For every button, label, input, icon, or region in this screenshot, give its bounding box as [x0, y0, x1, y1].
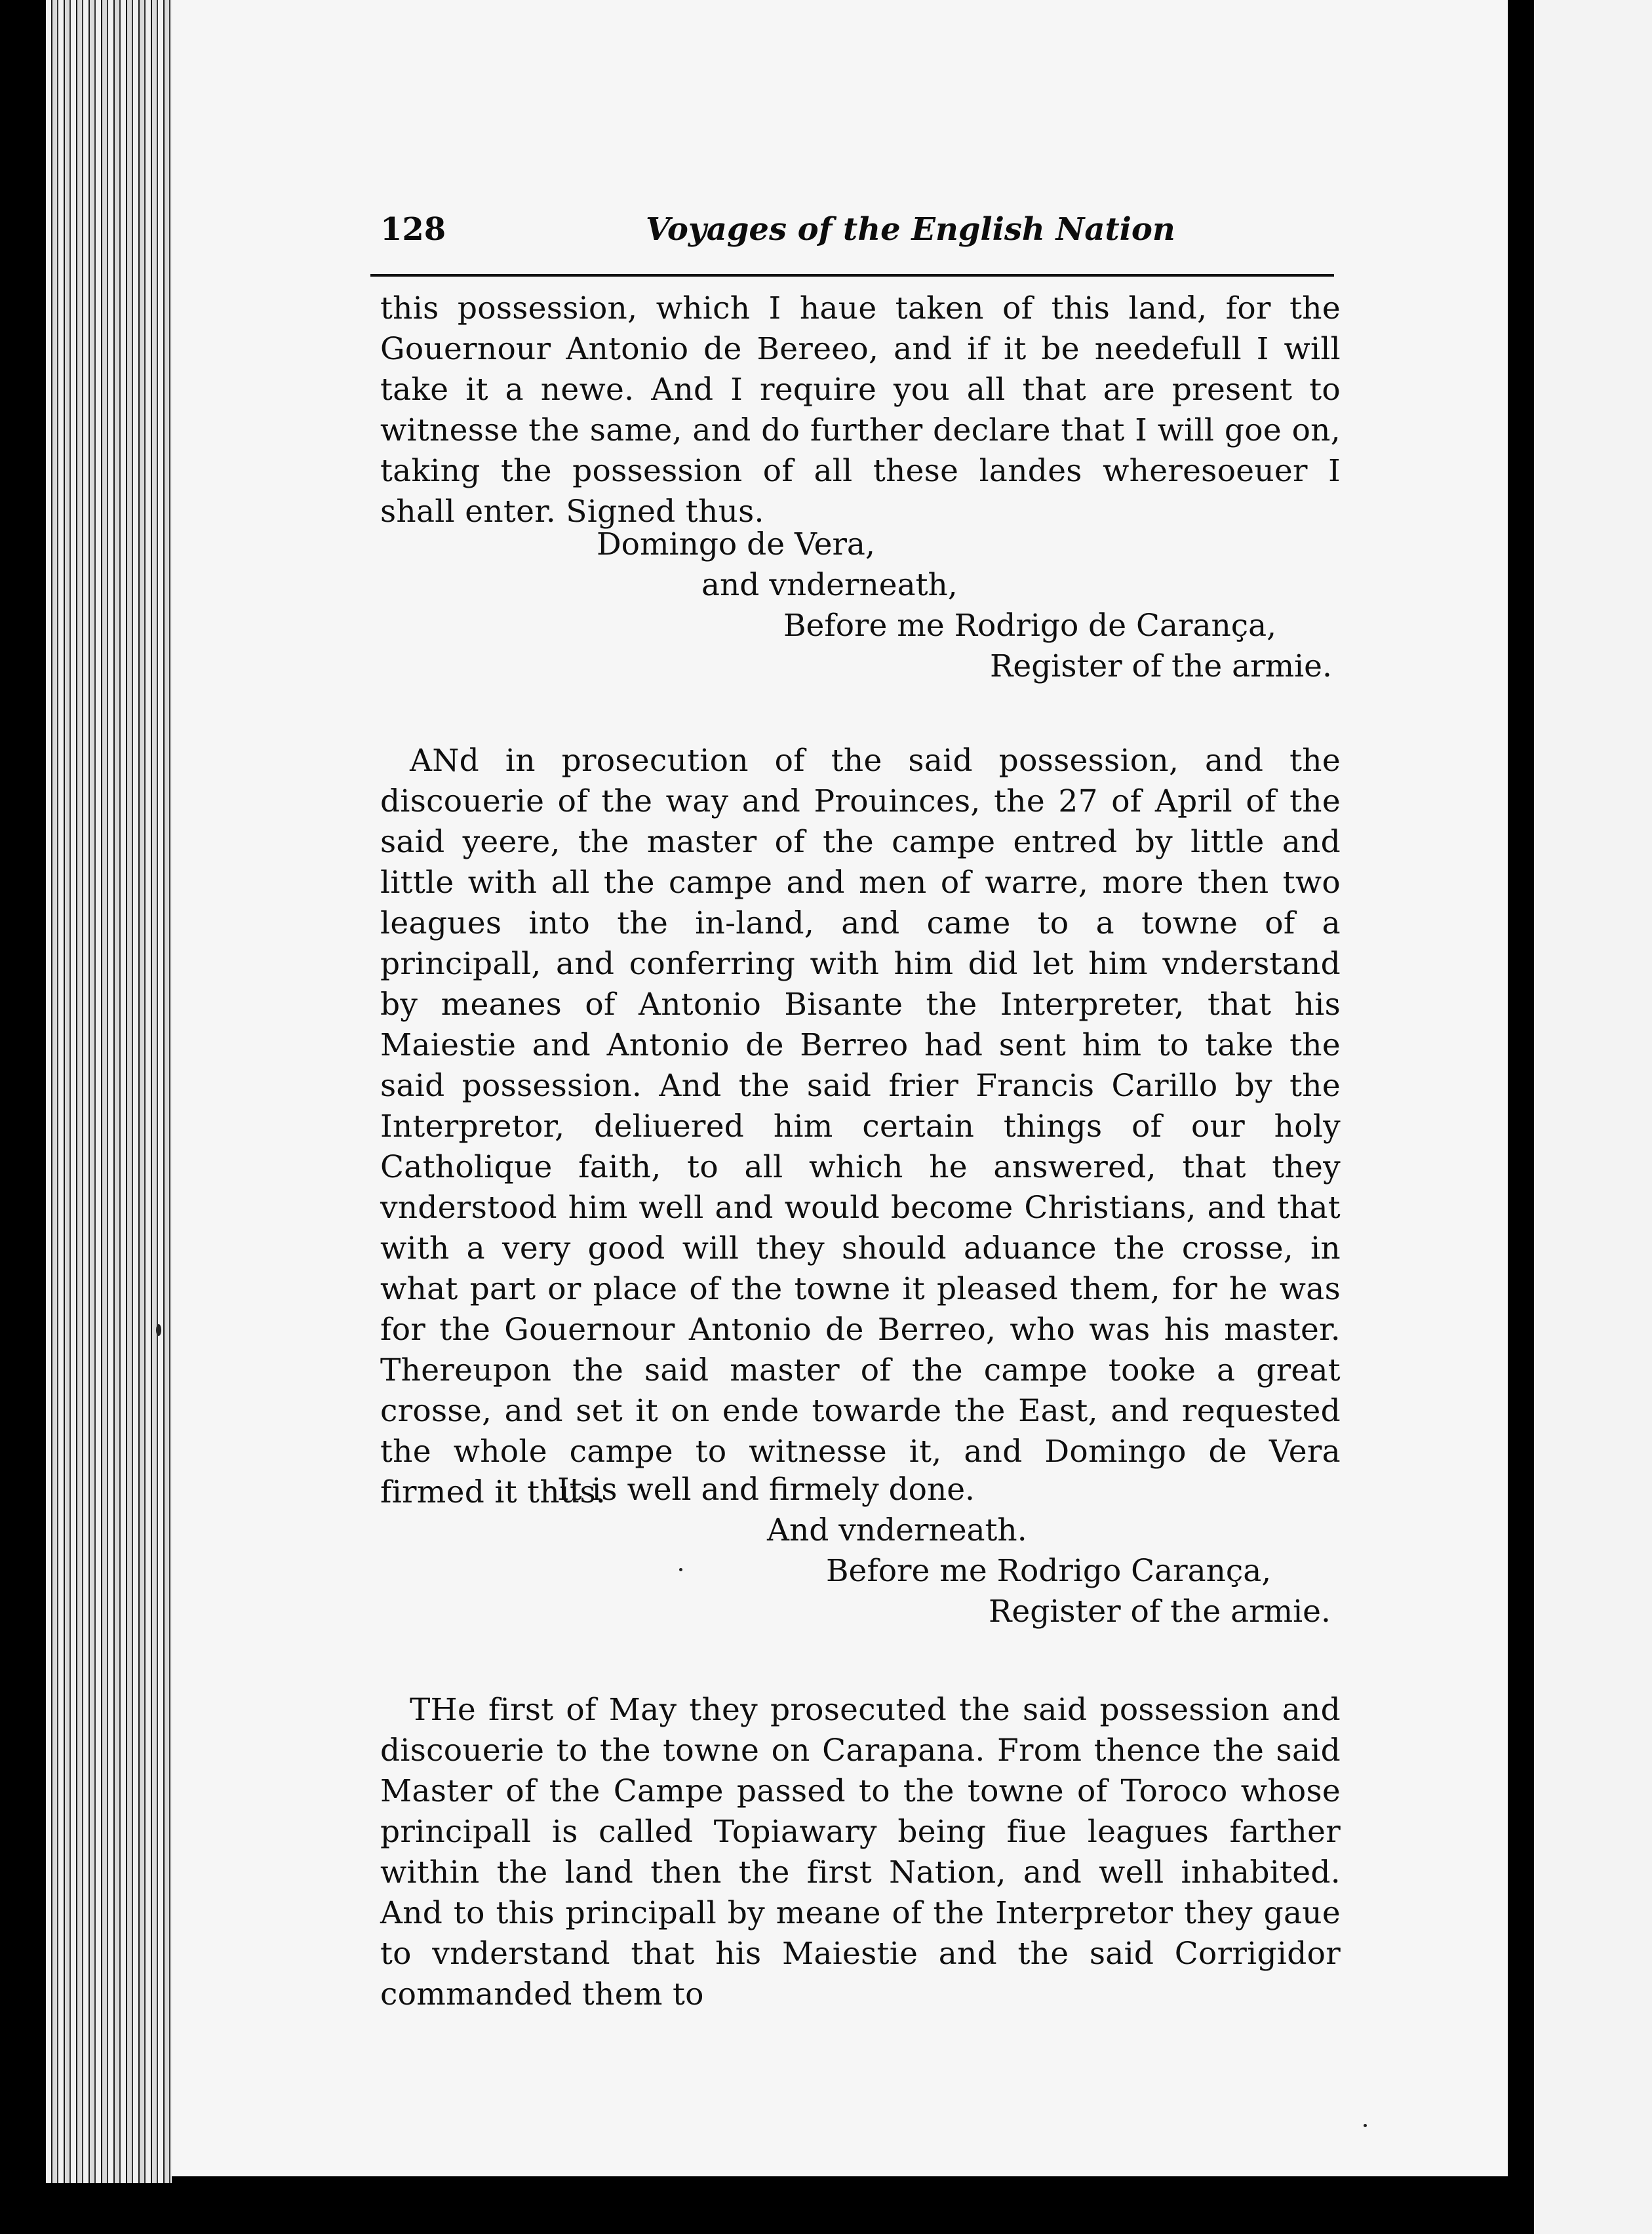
signature-1-line-4: Register of the armie. [990, 648, 1332, 684]
paragraph-1: this possession, which I haue taken of this land, for the Gouernour Antonio de Bereeo, and if it be needefull I will take it a newe. And I require you all that are present to witnesse the same, and do further declare that I will goe on, taking the possession of all these landes wheresoeuer I shall enter. Signed thus. [380, 290, 1341, 530]
signature-1-line-1: Domingo de Vera, [597, 526, 875, 562]
page-number: 128 [380, 211, 446, 248]
signature-1-line-3: Before me Rodrigo de Carança, [783, 608, 1277, 644]
page-bottom-shadow [172, 2176, 1508, 2234]
running-title: Voyages of the English Nation [646, 211, 1175, 248]
signature-1-line-2: and vnderneath, [701, 567, 958, 603]
paragraph-2: ANd in prosecution of the said possession, and the discouerie of the way and Prouinces, the 27 of April of the said yeere, the master of the campe entred by little and little with all the campe and men of warre, more then two leagues into the in-land, and came to a towne of a principall, and conferring with him did let him vnderstand by meanes of Antonio Bisante the Interpreter, that his Maiestie and Antonio de Berreo had sent him to take the said possession. And the said frier Francis Carillo by the Interpretor, deliuered him certain things of our holy Catholique faith, to all which he answered, that they vnderstood him well and would become Christians, and that with a very good will they should aduance the crosse, in what part or place of the towne it pleased them, for he was for the Gouernour Antonio de Berreo, who was his master. Thereupon the said master of the campe tooke a great crosse, and set it on ende towarde the East, and requested the whole campe to witnesse it, and Domingo de Vera firmed it thus. [380, 743, 1341, 1510]
scan-speck [679, 1568, 682, 1571]
signature-2-line-2: And vnderneath. [767, 1512, 1027, 1548]
signature-2-line-1: It is well and firmely done. [557, 1472, 975, 1508]
paragraph-3: THe first of May they prosecuted the said possession and discouerie to the towne on Carapana. From thence the said Master of the Campe passed to the towne of Toroco whose principall is called Topiawary being fiue leagues farther within the land then the first Nation, and well inhabited. And to this principall by meane of the Interpretor they gaue to vnderstand that his Maiestie and the said Corrigidor commanded them to [380, 1692, 1341, 2012]
paragraph-2-block [380, 741, 1341, 1513]
facing-page-edge [1534, 0, 1652, 2234]
signature-2-line-3: Before me Rodrigo Carança, [826, 1553, 1272, 1589]
paragraph-1-block [380, 288, 1341, 532]
scan-speck [156, 1324, 161, 1336]
page-header [380, 211, 1337, 270]
header-rule [370, 274, 1334, 277]
stacked-page-edges [46, 0, 177, 2183]
paragraph-3-block [380, 1690, 1341, 2015]
scan-speck [1364, 2124, 1367, 2127]
signature-2-line-4: Register of the armie. [989, 1594, 1331, 1630]
